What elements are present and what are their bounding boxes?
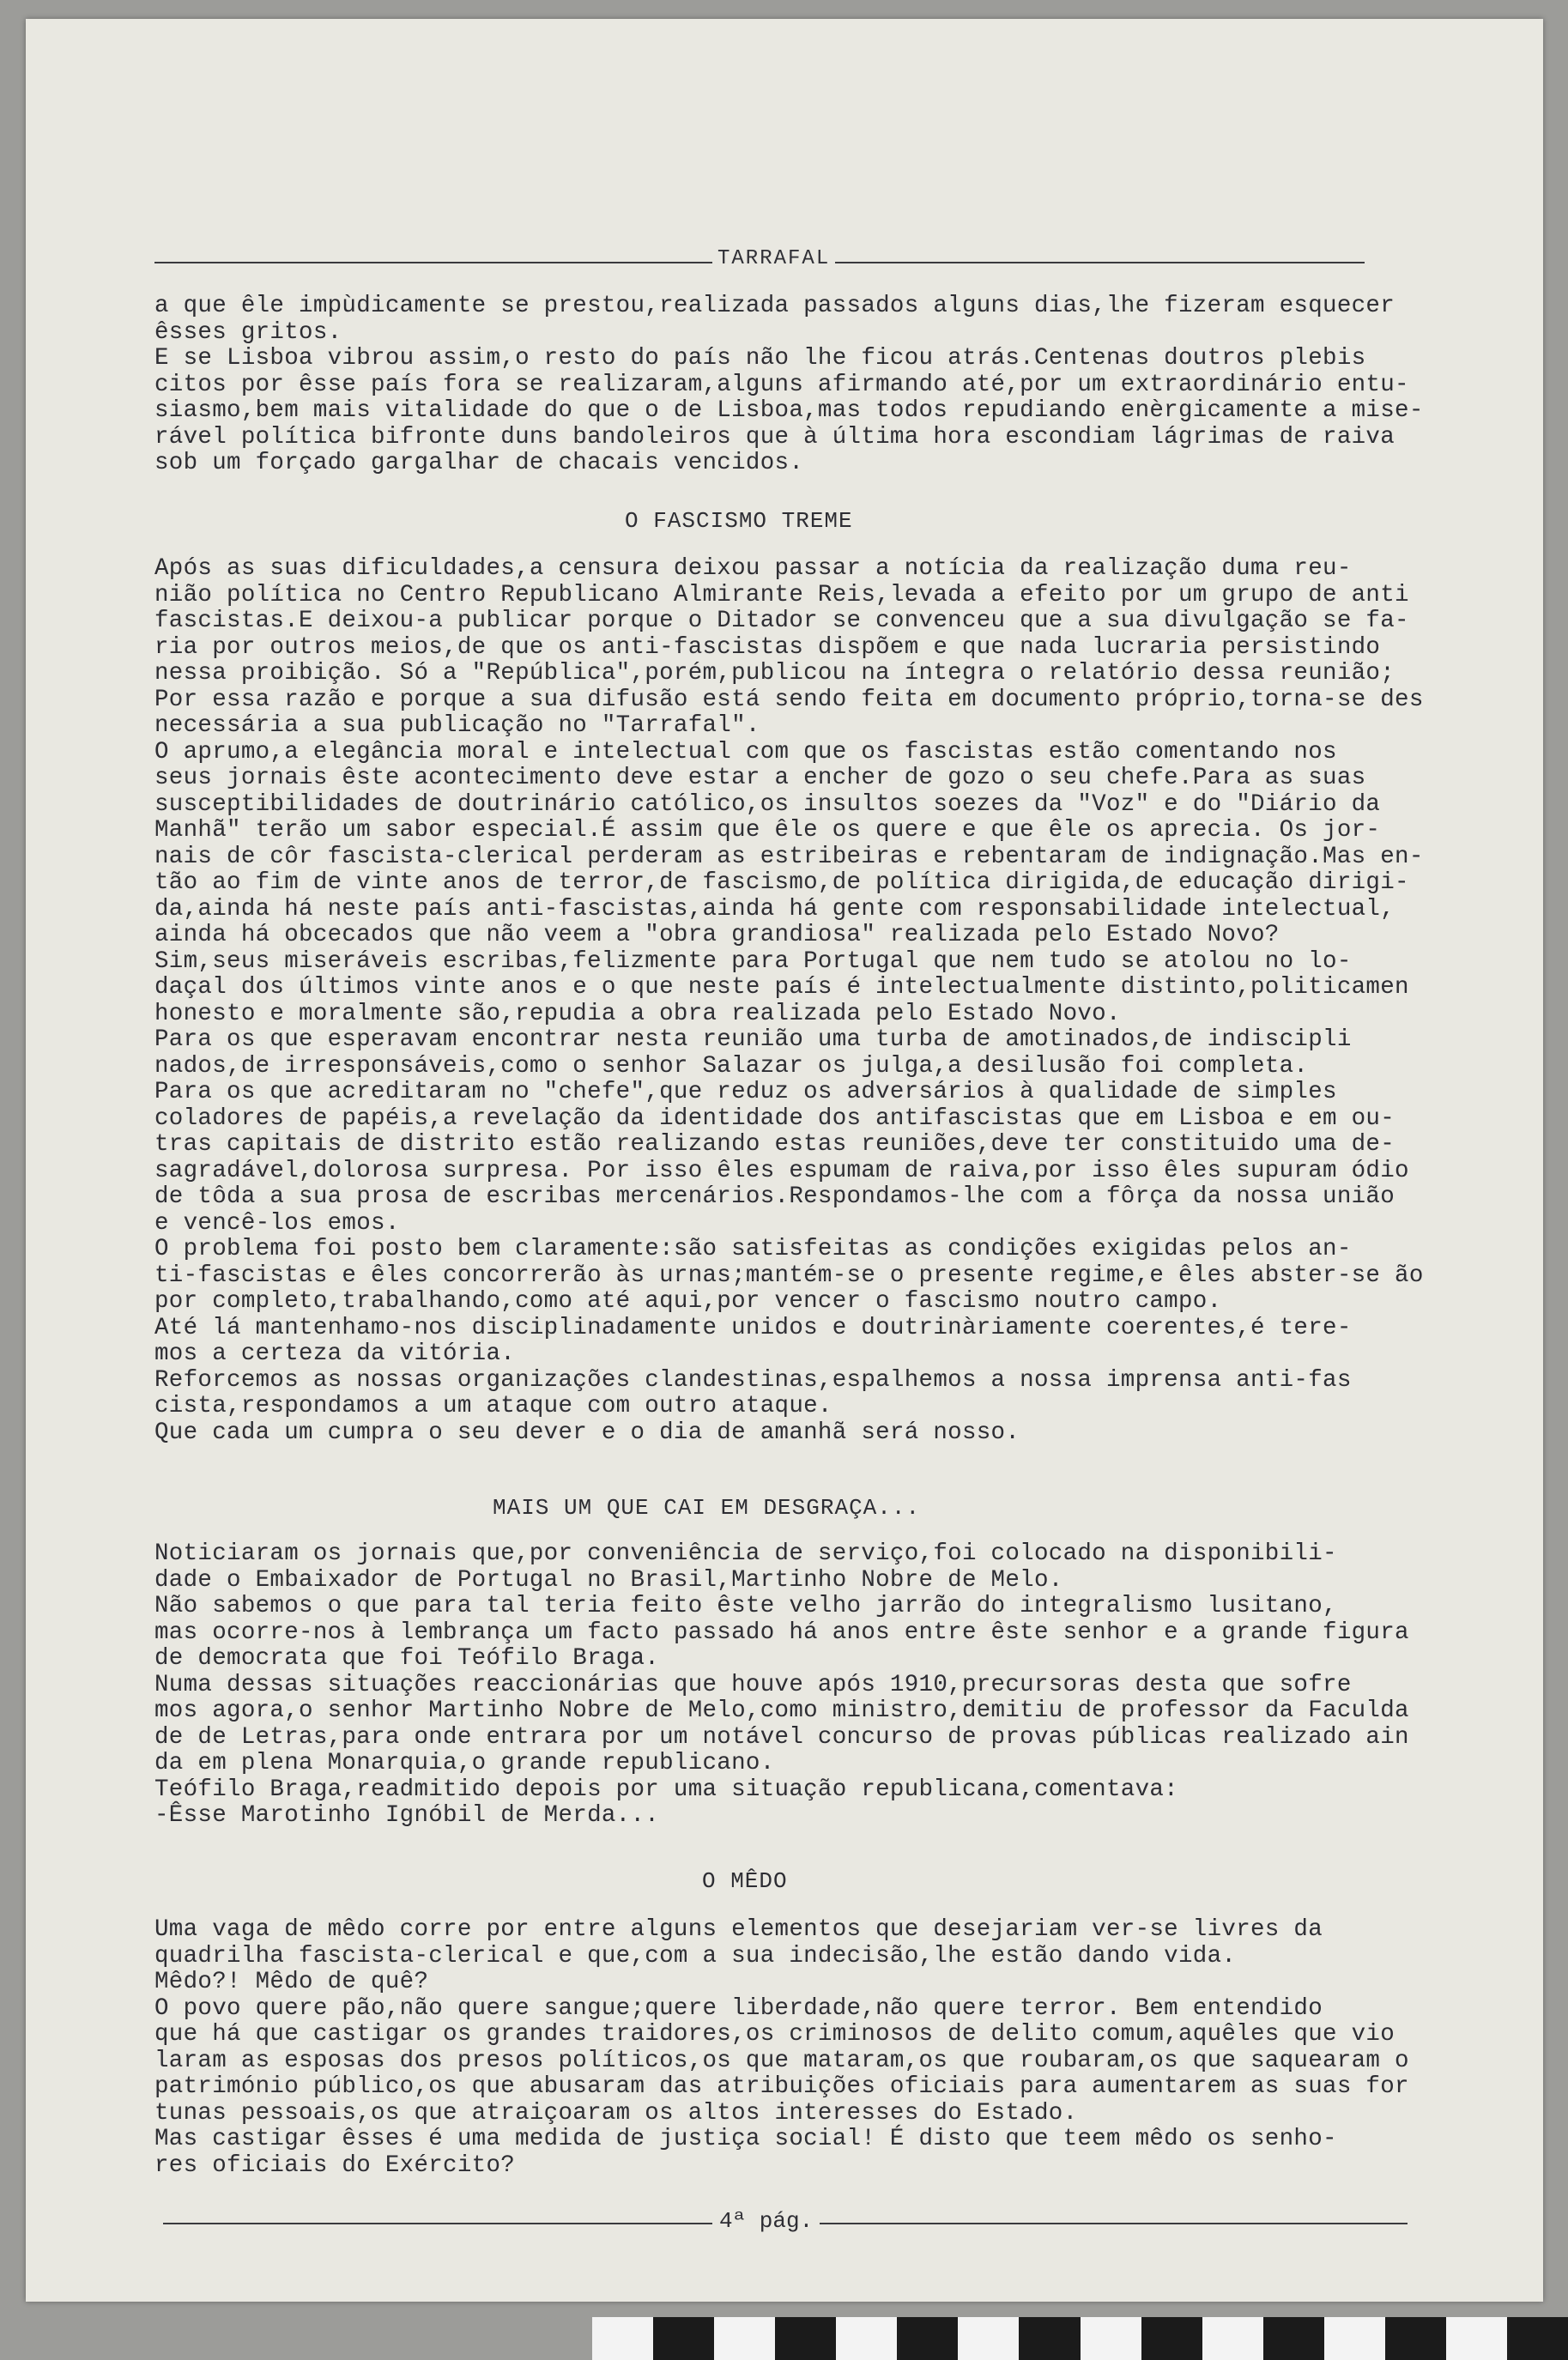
section-heading-fascismo: O FASCISMO TREME [625, 508, 853, 534]
header-title: TARRAFAL [712, 247, 835, 270]
scale-cell [1202, 2317, 1263, 2360]
text-line: por completo,trabalhando,como até aqui,por vencer o fascismo noutro campo. [154, 1288, 1222, 1315]
scale-cell [897, 2317, 958, 2360]
section-desgraca-body [154, 1541, 1416, 1830]
text-line: tras capitais de distrito estão realizando estas reuniões,deve ter constituido uma de- [154, 1131, 1395, 1158]
text-line: da,ainda há neste país anti-fascistas,ainda há gente com responsabilidade intelectual, [154, 895, 1395, 923]
scale-cell [1324, 2317, 1385, 2360]
text-line: Uma vaga de mêdo corre por entre alguns elementos que desejariam ver-se livres da [154, 1916, 1323, 1943]
text-line: fascistas.E deixou-a publicar porque o Ditador se convenceu que a sua divulgação se fa- [154, 608, 1409, 634]
text-line: ti-fascistas e êles concorrerão às urnas;mantém-se o presente regime,e êles abster-se ão [154, 1262, 1424, 1289]
text-line: Mêdo?! Mêdo de quê? [154, 1969, 429, 1995]
scale-cell [1081, 2317, 1141, 2360]
section-heading-desgraca: MAIS UM QUE CAI EM DESGRAÇA... [493, 1495, 921, 1521]
text-line: O aprumo,a elegância moral e intelectual com que os fascistas estão comentando nos [154, 738, 1337, 765]
text-line: nados,de irresponsáveis,como o senhor Salazar os julga,a desilusão foi completa. [154, 1052, 1309, 1080]
intro-paragraph [154, 293, 1424, 477]
text-line: Manhã" terão um sabor especial.É assim que êle os quere e que êle os aprecia. Os jor- [154, 817, 1381, 844]
text-line: laram as esposas dos presos políticos,os que mataram,os que roubaram,os que saquearam o [154, 2047, 1409, 2074]
text-line: susceptibilidades de doutrinário católico,os insultos soezes da "Voz" e do "Diário da [154, 790, 1381, 818]
scale-cell [1141, 2317, 1202, 2360]
text-line: Não sabemos o que para tal teria feito êste velho jarrão do integralismo lusitano, [154, 1593, 1337, 1619]
text-line: O povo quere pão,não quere sangue;quere liberdade,não quere terror. Bem entendido [154, 1994, 1323, 2022]
text-line: ainda há obcecados que não veem a "obra grandiosa" realizada pelo Estado Novo? [154, 922, 1280, 948]
text-line: mos agora,o senhor Martinho Nobre de Melo,como ministro,demitiu de professor da Faculda [154, 1697, 1409, 1724]
text-line: Para os que acreditaram no "chefe",que reduz os adversários à qualidade de simples [154, 1079, 1337, 1105]
text-line: nais de côr fascista-clerical perderam as estribeiras e rebentaram de indignação.Mas en- [154, 843, 1424, 870]
text-line: Sim,seus miseráveis escribas,felizmente para Portugal que nem tudo se atolou no lo- [154, 947, 1352, 975]
scale-cell [592, 2317, 653, 2360]
text-line: nessa proibição. Só a "República",porém,publicou na íntegra o relatório dessa reunião; [154, 660, 1395, 687]
text-line: da em plena Monarquia,o grande republicano. [154, 1750, 775, 1776]
text-line: êsses gritos. [154, 318, 342, 346]
section-fascismo-body [154, 555, 1424, 1446]
text-line: E se Lisboa vibrou assim,o resto do país não lhe ficou atrás.Centenas doutros plebis [154, 345, 1366, 372]
text-line: a que êle impùdicamente se prestou,realizada passados alguns dias,lhe fizeram esquecer [154, 293, 1395, 319]
scale-cell [958, 2317, 1019, 2360]
page-header [154, 247, 1365, 273]
text-line: coladores de papéis,a revelação da identidade dos antifascistas que em Lisboa e em ou- [154, 1104, 1395, 1132]
text-line: Até lá mantenhamo-nos disciplinadamente unidos e doutrinàriamente coerentes,é tere- [154, 1314, 1352, 1341]
scale-cell [1446, 2317, 1507, 2360]
text-line: mos a certeza da vitória. [154, 1340, 516, 1367]
scale-cell [1263, 2317, 1324, 2360]
section-medo-body [154, 1917, 1416, 2179]
scale-cell [1507, 2317, 1568, 2360]
text-line: daçal dos últimos vinte anos e o que neste país é intelectualmente distinto,politicamen [154, 974, 1409, 1001]
text-line: que há que castigar os grandes traidores,os criminosos de delito comum,aquêles que vio [154, 2021, 1395, 2048]
text-line: tão ao fim de vinte anos de terror,de fascismo,de política dirigida,de educação dirigi- [154, 869, 1409, 896]
scan-color-scale [592, 2317, 1568, 2360]
text-line: rável política bifronte duns bandoleiros que à última hora escondiam lágrimas de raiva [154, 423, 1395, 451]
page-footer [163, 2208, 1408, 2236]
scale-cell [1385, 2317, 1446, 2360]
section-heading-medo: O MÊDO [702, 1868, 788, 1894]
scale-cell [1019, 2317, 1080, 2360]
page-number: 4ª pág. [712, 2208, 820, 2234]
text-line: de tôda a sua prosa de escribas mercenários.Respondamos-lhe com a fôrça da nossa união [154, 1183, 1395, 1210]
text-line: siasmo,bem mais vitalidade do que o de Lisboa,mas todos repudiando enèrgicamente a mise- [154, 397, 1424, 424]
text-line: seus jornais êste acontecimento deve estar a encher de gozo o seu chefe.Para as suas [154, 765, 1366, 791]
text-line: e vencê-los emos. [154, 1209, 400, 1237]
text-line: mas ocorre-nos à lembrança um facto passado há anos entre êste senhor e a grande figura [154, 1619, 1409, 1646]
text-line: Noticiaram os jornais que,por conveniência de serviço,foi colocado na disponibili- [154, 1540, 1337, 1567]
text-line: Reforcemos as nossas organizações clandestinas,espalhemos a nossa imprensa anti-fas [154, 1366, 1352, 1394]
text-line: Numa dessas situações reaccionárias que houve após 1910,precursoras desta que sofre [154, 1671, 1352, 1698]
scale-cell [653, 2317, 714, 2360]
text-line: quadrilha fascista-clerical e que,com a sua indecisão,lhe estão dando vida. [154, 1942, 1237, 1970]
text-line: Após as suas dificuldades,a censura deixou passar a notícia da realização duma reu- [154, 555, 1352, 582]
text-line: res oficiais do Exército? [154, 2151, 516, 2179]
text-line: de de Letras,para onde entrara por um notável concurso de provas públicas realizado ain [154, 1723, 1409, 1751]
text-line: -Êsse Marotinho Ignóbil de Merda... [154, 1802, 660, 1829]
text-line: dade o Embaixador de Portugal no Brasil,Martinho Nobre de Melo. [154, 1566, 1063, 1594]
text-line: O problema foi posto bem claramente:são satisfeitas as condições exigidas pelos an- [154, 1236, 1352, 1262]
text-line: Teófilo Braga,readmitido depois por uma situação republicana,comentava: [154, 1776, 1178, 1803]
text-line: honesto e moralmente são,repudia a obra realizada pelo Estado Novo. [154, 1000, 1121, 1027]
text-line: cista,respondamos a um ataque com outro ataque. [154, 1393, 832, 1419]
text-line: necessária a sua publicação no "Tarrafal". [154, 712, 760, 739]
scale-cell [714, 2317, 775, 2360]
scale-cell [775, 2317, 836, 2360]
text-line: Que cada um cumpra o seu dever e o dia de amanhã será nosso. [154, 1419, 1020, 1446]
text-line: nião política no Centro Republicano Almirante Reis,levada a efeito por um grupo de anti [154, 581, 1409, 608]
text-line: Para os que esperavam encontrar nesta reunião uma turba de amotinados,de indiscipli [154, 1026, 1352, 1053]
text-line: Por essa razão e porque a sua difusão está sendo feita em documento próprio,torna-se des [154, 686, 1424, 713]
scale-cell [836, 2317, 897, 2360]
text-line: património público,os que abusaram das atribuições oficiais para aumentarem as suas for [154, 2073, 1409, 2100]
text-line: sagradável,dolorosa surpresa. Por isso êles espumam de raiva,por isso êles supuram ódio [154, 1157, 1409, 1184]
text-line: sob um forçado gargalhar de chacais vencidos. [154, 450, 804, 476]
text-line: citos por êsse país fora se realizaram,alguns afirmando até,por um extraordinário entu- [154, 371, 1409, 398]
text-line: Mas castigar êsses é uma medida de justiça social! É disto que teem mêdo os senho- [154, 2126, 1337, 2152]
text-line: de democrata que foi Teófilo Braga. [154, 1645, 660, 1672]
text-line: ria por outros meios,de que os anti-fascistas dispõem e que nada lucraria persistindo [154, 633, 1381, 661]
text-line: tunas pessoais,os que atraiçoaram os altos interesses do Estado. [154, 2099, 1078, 2127]
